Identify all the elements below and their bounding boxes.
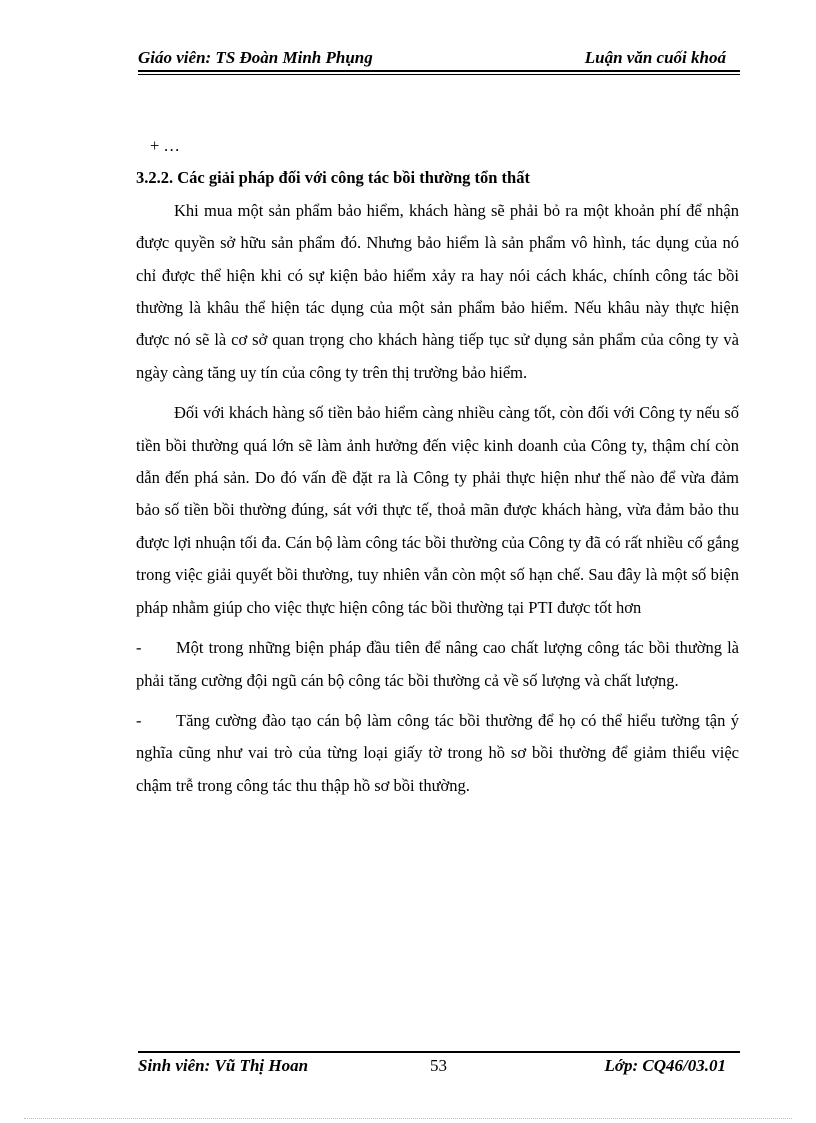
paragraph-1: Khi mua một sản phẩm bảo hiểm, khách hàng sẽ phải bỏ ra một khoản phí để nhận được quyền sở hữu sản phẩm đó. Nhưng bảo hiểm là sản phẩm vô hình, tác dụng của nó chỉ được thể hiện khi có sự kiện bảo hiểm xảy ra hay nói cách khác, chính công tác bồi thường là khâu thể hiện tác dụng của một sản phẩm bảo hiểm. Nếu khâu này thực hiện được nó sẽ là cơ sở quan trọng cho khách hàng tiếp tục sử dụng sản phẩm của công ty và ngày càng tăng uy tín của công ty trên thị trường bảo hiểm.	[136, 200, 739, 382]
footer-student: Sinh viên: Vũ Thị Hoan	[138, 1056, 309, 1075]
header-teacher: Giáo viên: TS Đoàn Minh Phụng	[138, 48, 373, 67]
header-thesis-title: Luận văn cuối khoá	[584, 48, 726, 67]
header-rule-thin	[138, 74, 740, 75]
document-body	[136, 130, 739, 802]
bullet-dash: -	[136, 710, 142, 730]
section-heading: 3.2.2. Các giải pháp đối với công tác bồi thường tổn thất	[136, 168, 530, 188]
footer-rule	[138, 1051, 740, 1053]
list-item	[136, 705, 739, 802]
plus-marker: + …	[150, 136, 180, 155]
page-bottom-border	[24, 1118, 792, 1119]
footer-class: Lớp: CQ46/03.01	[604, 1056, 726, 1075]
list-item	[136, 632, 739, 697]
page-number: 53	[430, 1056, 447, 1075]
page-footer	[138, 1056, 740, 1080]
bullet-text: Tăng cường đào tạo cán bộ làm công tác bồi thường để họ có thể hiểu tường tận ý nghĩa cũng như vai trò của từng loại giấy tờ trong hồ sơ bồi thường để giảm thiểu việc chậm trễ trong công tác thu thập hồ sơ bồi thường.	[136, 710, 739, 795]
bullet-dash: -	[136, 638, 142, 658]
bullet-text: Một trong những biện pháp đầu tiên để nâng cao chất lượng công tác bồi thường là phải tăng cường đội ngũ cán bộ công tác bồi thường cả về số lượng và chất lượng.	[136, 638, 739, 690]
page-header	[138, 46, 740, 70]
header-rule-thick	[138, 70, 740, 72]
paragraph-2: Đối với khách hàng số tiền bảo hiểm càng nhiều càng tốt, còn đối với Công ty nếu số tiền bồi thường quá lớn sẽ làm ảnh hưởng đến việc kinh doanh của Công ty, thậm chí còn dẫn đến phá sản. Do đó vấn đề đặt ra là Công ty phải thực hiện như thế nào để vừa đảm bảo số tiền bồi thường đúng, sát với thực tế, thoả mãn được khách hàng, vừa đảm bảo thu được lợi nhuận tối đa. Cán bộ làm công tác bồi thường của Công ty đã có rất nhiều cố gắng trong việc giải quyết bồi thường, tuy nhiên vẫn còn một số hạn chế. Sau đây là một số biện pháp nhằm giúp cho việc thực hiện công tác bồi thường tại PTI được tốt hơn	[136, 403, 739, 617]
